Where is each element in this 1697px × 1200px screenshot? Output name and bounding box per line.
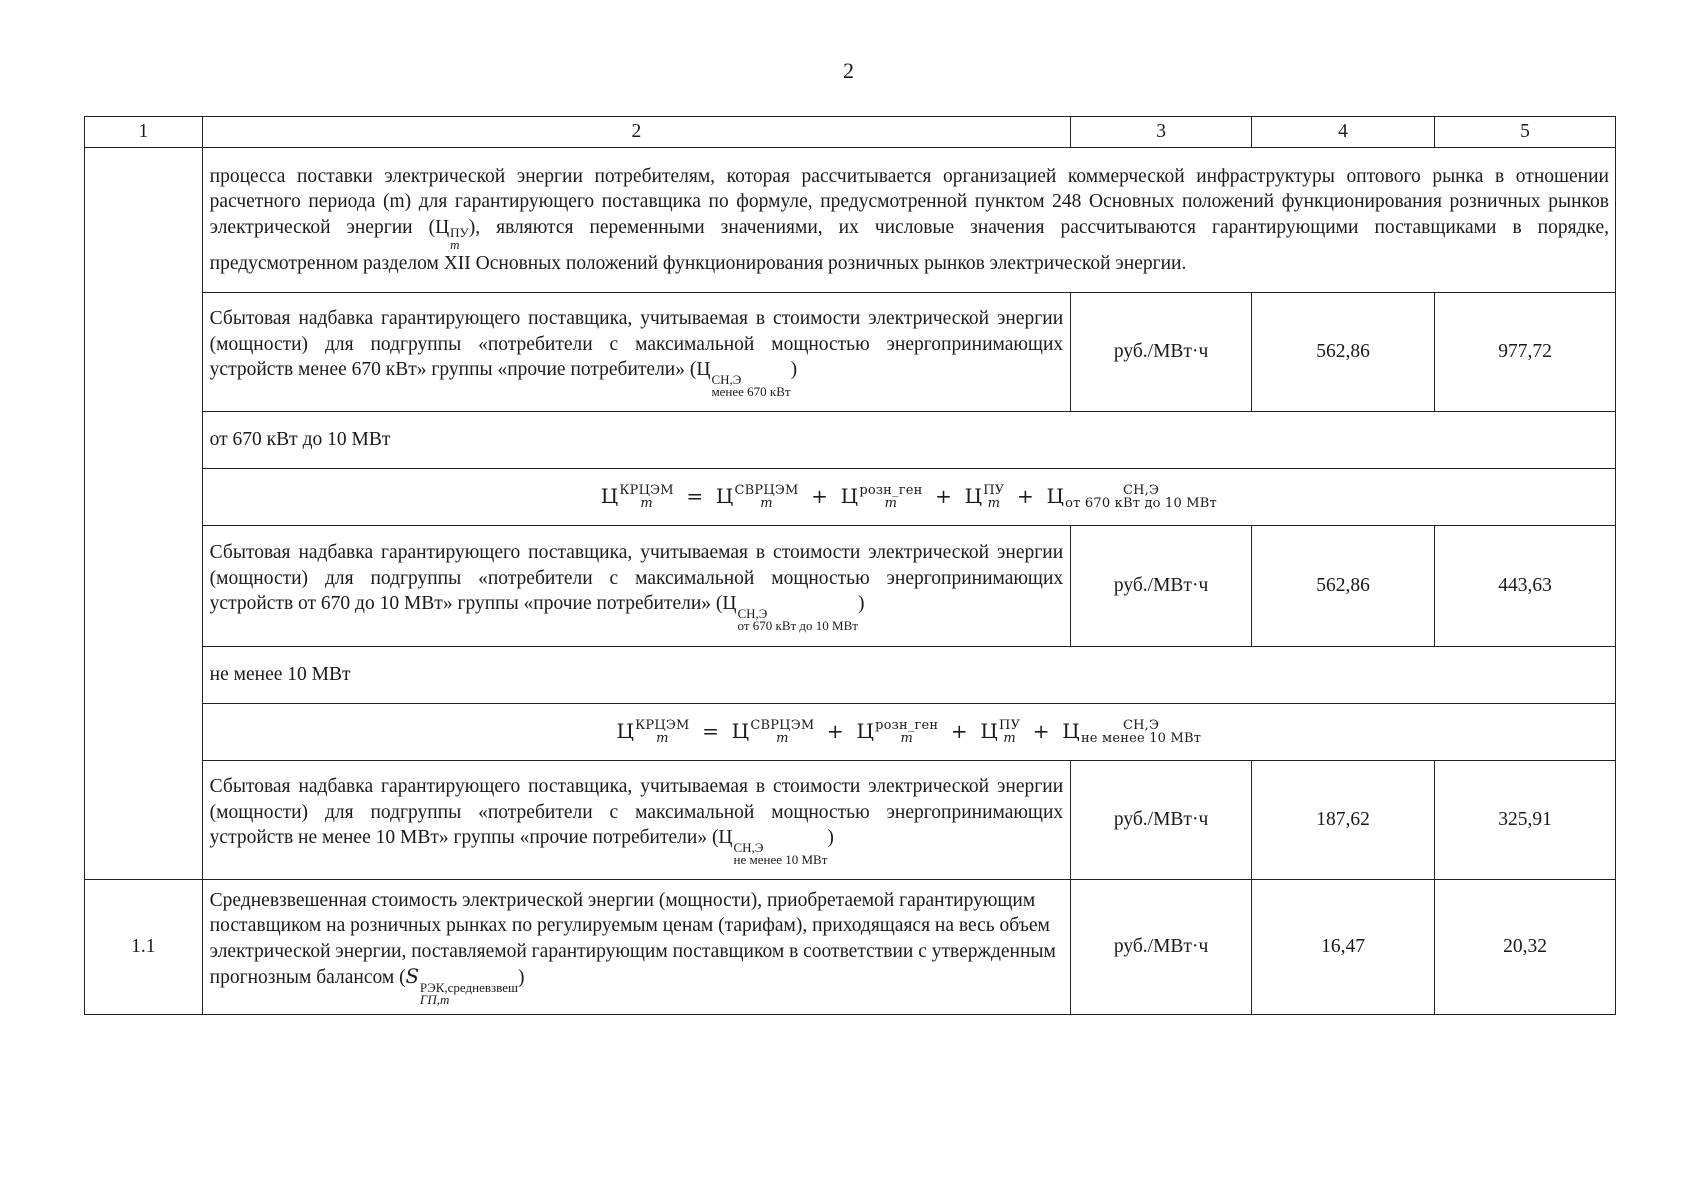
sym-sup: РЭК,средневзвеш [419,980,518,996]
table-row [85,880,1616,1015]
f-sup: КРЦЭМ [635,718,690,733]
equals: = [702,719,720,743]
f-sup: СН,Э [1122,483,1160,498]
markup-3-col5: 325,91 [1435,761,1616,880]
f-sub: m [640,496,653,511]
plus: + [1032,719,1050,743]
table-row [85,704,1616,761]
markup-2-col5: 443,63 [1435,526,1616,647]
row-1-1-unit: руб./МВт·ч [1071,880,1252,1015]
sym-sup: СН,Э [737,606,768,621]
sym-sub: ГП,m [419,992,450,1008]
sym-sub: не менее 10 МВт [733,852,828,867]
table-row [85,526,1616,647]
header-col-5: 5 [1435,117,1616,148]
f-sub: m [884,496,898,511]
close-paren: ) [827,827,834,848]
table-row [85,148,1616,293]
plus: + [935,484,953,508]
header-col-2: 2 [202,117,1070,148]
formula-3 [202,704,1615,761]
markup-2-unit: руб./МВт·ч [1071,526,1252,647]
formula-base: Ц [600,484,619,508]
formula-base: Ц [715,484,734,508]
header-col-3: 3 [1071,117,1252,148]
subheading-2: от 670 кВт до 10 МВт [202,412,1615,469]
close-paren: ) [790,359,798,380]
continuation-text-after: ), являются переменными значениями, их числовые значения рассчитываются гарантирующими поставщиками в порядке, предусмотренном разделом XII Основных положений функционирования розничных рынков электрической энергии. [209,216,1609,274]
row-1-1-col5: 20,32 [1435,880,1616,1015]
formula-base: Ц [964,484,983,508]
f-sub: m [987,496,1001,511]
page-number: 2 [843,58,854,83]
equals: = [686,484,704,508]
markup-3-text: Сбытовая надбавка гарантирующего поставщика, учитываемая в стоимости электрической энергии (мощности) для подгруппы «потребители с максимальной мощностью энергопринимающих устройств не менее 10 МВт» группы «прочие потребители» (Ц [209,776,1064,848]
table-row [85,412,1616,469]
f-sup: СВРЦЭМ [750,718,815,733]
markup-1-col5: 977,72 [1435,293,1616,412]
formula-base: Ц [840,484,859,508]
sym-base: S [405,965,419,989]
row-1-1-description [202,880,1070,1015]
continuation-text: процесса поставки электрической энергии потребителям, которая рассчитывается организацией коммерческой инфраструктуры оптового рынка в отношении расчетного периода (m) для гарантирующего поставщика по формуле, предусмотренной пунктом 248 Основных положений функционирования розничных рынков электрической энергии (Ц [209,165,1609,238]
formula-base: Ц [1062,719,1080,743]
markup-3-col4: 187,62 [1252,761,1435,880]
header-col-1: 1 [85,117,203,148]
markup-3-unit: руб./МВт·ч [1071,761,1252,880]
markup-1-text: Сбытовая надбавка гарантирующего поставщика, учитываемая в стоимости электрической энергии (мощности) для подгруппы «потребители с максимальной мощностью энергопринимающих устройств менее 670 кВт» группы «прочие потребители» (Ц [209,308,1064,380]
row-1-1-col4: 16,47 [1252,880,1435,1015]
continuation-text-cell [202,148,1615,293]
plus: + [826,719,844,743]
table-row [85,293,1616,412]
formula-base: Ц [1046,484,1065,508]
f-sub: m [760,496,773,511]
markup-1-col4: 562,86 [1252,293,1435,412]
plus: + [950,719,968,743]
header-col-4: 4 [1252,117,1435,148]
sym-sup: ПУ [450,224,469,240]
plus: + [1016,484,1034,508]
row-1-1-text: Средневзвешенная стоимость электрической энергии (мощности), приобретаемой гарантирующим поставщиком на розничных рынках по регулируемым ценам (тарифам), приходящаяся на весь объем электрической энергии, поставляемой гарантирующим поставщиком в соответствии с утвержденным прогнозным балансом ( [209,889,1056,989]
markup-2-text: Сбытовая надбавка гарантирующего поставщика, учитываемая в стоимости электрической энергии (мощности) для подгруппы «потребители с максимальной мощностью энергопринимающих устройств от 670 до 10 МВт» группы «прочие потребители» (Ц [209,542,1064,614]
f-sup: розн_ген [875,718,939,733]
header-row [85,117,1616,148]
formula-2 [202,469,1615,526]
table-row [85,761,1616,880]
sym-sub: от 670 кВт до 10 МВт [737,618,858,633]
f-sub: от 670 кВт до 10 МВт [1065,496,1217,511]
tariff-table [84,116,1616,1015]
table-row [85,469,1616,526]
f-sup: СН,Э [1122,718,1160,733]
row-1-1-number: 1.1 [85,880,203,1015]
formula-base: Ц [980,719,999,743]
f-sup: СВРЦЭМ [734,483,799,498]
close-paren: ) [857,593,865,614]
f-sup: ПУ [999,718,1021,733]
f-sub: не менее 10 МВт [1080,731,1202,746]
formula-base: Ц [616,719,635,743]
f-sub: m [1003,731,1016,746]
f-sub: m [656,731,669,746]
subheading-3: не менее 10 МВт [202,647,1615,704]
plus: + [811,484,829,508]
markup-1-unit: руб./МВт·ч [1071,293,1252,412]
f-sup: ПУ [983,483,1005,498]
row-number-cell-empty [85,148,203,880]
markup-2-description [202,526,1070,647]
f-sup: КРЦЭМ [619,483,674,498]
markup-1-description [202,293,1070,412]
close-paren: ) [517,967,525,989]
sym-sup: СН,Э [733,840,764,855]
sym-sup: СН,Э [711,372,742,387]
sym-sub: m [450,236,460,252]
markup-3-description [202,761,1070,880]
table-row [85,647,1616,704]
formula-base: Ц [856,719,875,743]
f-sub: m [776,731,789,746]
f-sub: m [900,731,913,746]
markup-2-col4: 562,86 [1252,526,1435,647]
sym-sub: менее 670 кВт [711,384,791,399]
formula-base: Ц [731,719,750,743]
f-sup: розн_ген [859,483,923,498]
